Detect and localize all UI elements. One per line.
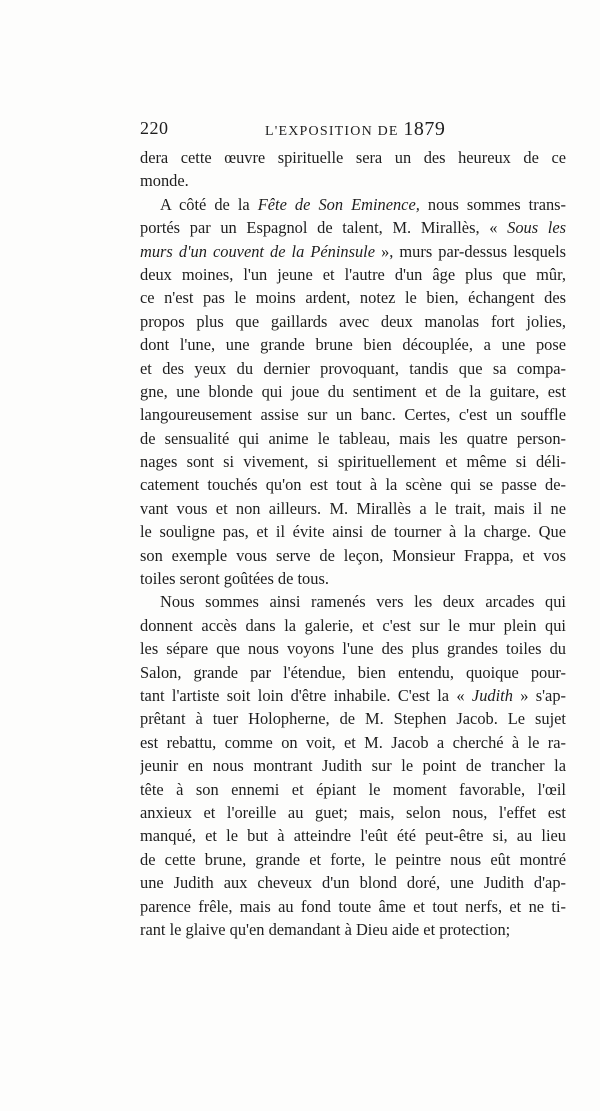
text-run: est rebattu, comme on voit, et M. Jacob a cherché à le ra- bbox=[140, 732, 566, 752]
text-line bbox=[140, 801, 566, 824]
page-number: 220 bbox=[140, 118, 169, 138]
text-line bbox=[140, 473, 566, 496]
text-line bbox=[140, 684, 566, 707]
text-run: vant vous et non ailleurs. M. Mirallès a le trait, mais il ne bbox=[140, 498, 566, 518]
text-run: son exemple vous serve de leçon, Monsieur Frappa, et vos bbox=[140, 545, 566, 565]
text-run: le souligne pas, et il évite ainsi de tourner à la charge. Que bbox=[140, 522, 566, 542]
text-line bbox=[140, 497, 566, 520]
italic-text: Fête de Son Eminence, bbox=[257, 194, 420, 214]
text-run: » s'ap- bbox=[512, 685, 566, 705]
text-line bbox=[140, 567, 566, 590]
text-run: catement touchés qu'on est tout à la scène qui se passe de- bbox=[140, 475, 566, 495]
text-run: dont l'une, une grande brune bien découplée, a une pose bbox=[140, 335, 566, 355]
text-run: deux moines, l'un jeune et l'autre d'un âge plus que mûr, bbox=[140, 264, 566, 284]
italic-text: Sous les bbox=[507, 218, 566, 238]
text-line bbox=[140, 754, 566, 777]
text-line bbox=[140, 848, 566, 871]
text-line bbox=[140, 918, 566, 941]
text-run: portés par un Espagnol de talent, M. Mirallès, « bbox=[140, 218, 508, 238]
text-line bbox=[140, 333, 566, 356]
text-run: nous sommes trans- bbox=[419, 194, 566, 214]
running-head bbox=[140, 118, 566, 146]
text-run: toiles seront goûtées de tous. bbox=[140, 569, 329, 589]
text-run: donnent accès dans la galerie, et c'est sur le mur plein qui bbox=[140, 615, 566, 635]
italic-text: Judith bbox=[471, 685, 513, 705]
text-run: gne, une blonde qui joue du sentiment et de la guitare, est bbox=[140, 381, 566, 401]
text-line bbox=[140, 661, 566, 684]
text-line bbox=[140, 169, 566, 192]
italic-text: murs d'un couvent de la Péninsule bbox=[140, 241, 376, 261]
text-line bbox=[140, 193, 566, 216]
text-line bbox=[140, 544, 566, 567]
text-run: propos plus que gaillards avec deux manolas fort jolies, bbox=[140, 311, 566, 331]
text-run: de cette brune, grande et forte, le peintre nous eût montré bbox=[140, 849, 566, 869]
text-line bbox=[140, 731, 566, 754]
text-line bbox=[140, 895, 566, 918]
text-line bbox=[140, 286, 566, 309]
text-line bbox=[140, 520, 566, 543]
text-line bbox=[140, 871, 566, 894]
text-run: dera cette œuvre spirituelle sera un des heureux de ce bbox=[140, 148, 566, 167]
text-run: tête à son ennemi et épiant le moment favorable, l'œil bbox=[140, 779, 566, 799]
text-line bbox=[140, 240, 566, 263]
text-line bbox=[140, 216, 566, 239]
text-line bbox=[140, 778, 566, 801]
text-line bbox=[140, 450, 566, 473]
text-run: Salon, grande par l'étendue, bien entendu, quoique pour- bbox=[140, 662, 566, 682]
text-run: langoureusement assise sur un banc. Certes, c'est un souffle bbox=[140, 405, 566, 425]
text-run: parence frêle, mais au fond toute âme et tout nerfs, et ne ti- bbox=[140, 896, 566, 916]
text-run: nages sont si vivement, si spirituellement et même si déli- bbox=[140, 452, 566, 472]
text-run: jeunir en nous montrant Judith sur le point de trancher la bbox=[140, 756, 566, 776]
text-run: Nous sommes ainsi ramenés vers les deux arcades qui bbox=[160, 592, 566, 612]
text-run: tant l'artiste soit loin d'être inhabile. C'est la « bbox=[140, 685, 472, 705]
text-line bbox=[140, 146, 566, 169]
text-line bbox=[140, 310, 566, 333]
text-line bbox=[140, 637, 566, 660]
body-text bbox=[140, 146, 566, 941]
running-title-year: 1879 bbox=[403, 118, 446, 140]
text-line bbox=[140, 263, 566, 286]
text-run: prêtant à tuer Holopherne, de M. Stephen Jacob. Le sujet bbox=[140, 709, 566, 729]
text-run: monde. bbox=[140, 171, 189, 191]
text-line bbox=[140, 614, 566, 637]
text-line bbox=[140, 590, 566, 613]
text-run: les sépare que nous voyons l'une des plus grandes toiles du bbox=[140, 639, 566, 659]
running-title-text: L'EXPOSITION DE bbox=[265, 124, 404, 139]
text-run: et des yeux du dernier provoquant, tandis que sa compa- bbox=[140, 358, 566, 378]
text-run: une Judith aux cheveux d'un blond doré, une Judith d'ap- bbox=[140, 873, 566, 893]
text-line bbox=[140, 357, 566, 380]
text-run: ce n'est pas le moins ardent, notez le bien, échangent des bbox=[140, 288, 566, 308]
text-run: A côté de la bbox=[160, 194, 258, 214]
text-run: anxieux et l'oreille au guet; mais, selon nous, l'effet est bbox=[140, 802, 566, 822]
text-run: », murs par-dessus lesquels bbox=[375, 241, 566, 261]
text-run: manqué, et le but à atteindre l'eût été peut-être si, au lieu bbox=[140, 826, 566, 846]
text-line bbox=[140, 380, 566, 403]
text-line bbox=[140, 707, 566, 730]
text-line bbox=[140, 427, 566, 450]
text-run: de sensualité qui anime le tableau, mais les quatre person- bbox=[140, 428, 566, 448]
text-line bbox=[140, 824, 566, 847]
text-line bbox=[140, 403, 566, 426]
running-title bbox=[265, 118, 445, 141]
text-run: rant le glaive qu'en demandant à Dieu aide et protection; bbox=[140, 919, 511, 939]
